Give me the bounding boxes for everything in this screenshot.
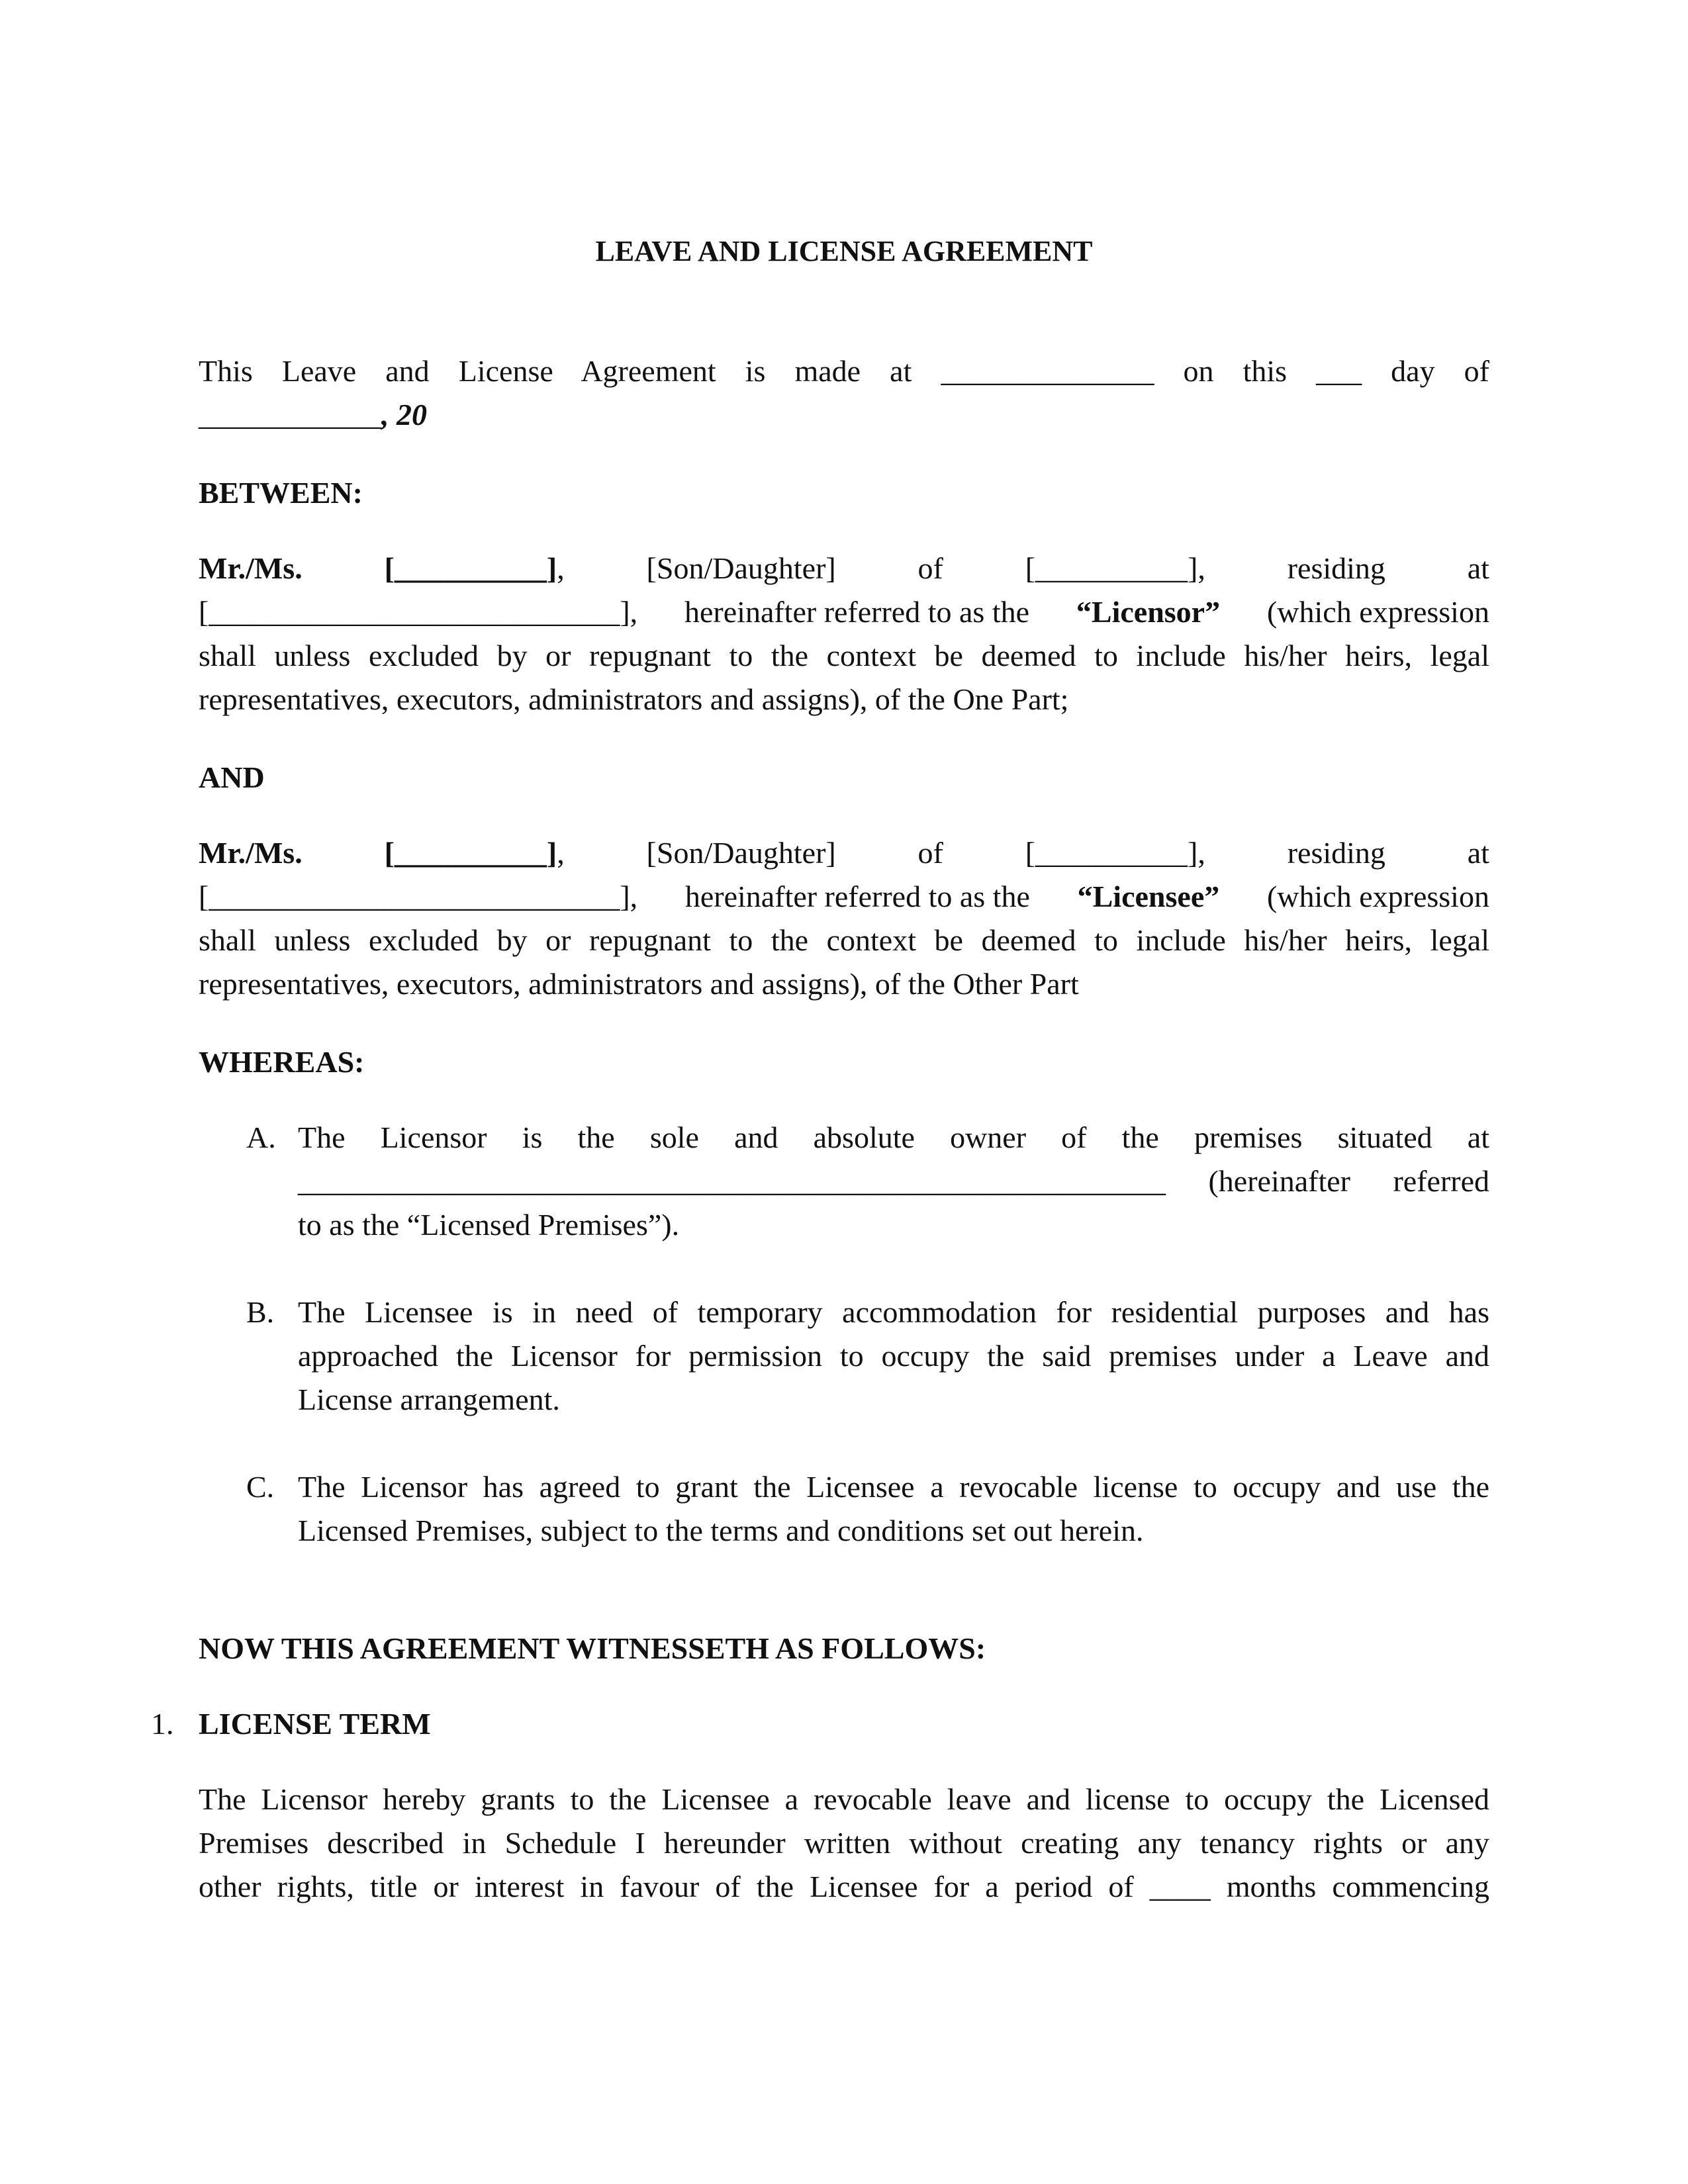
licensor-parent: [__________],: [1025, 551, 1205, 585]
licensee-relation: [Son/Daughter]: [646, 836, 836, 870]
licensee-prefix: Mr./Ms.: [199, 836, 303, 870]
recital-body: [298, 1465, 1489, 1553]
recital-label: C.: [246, 1470, 275, 1504]
section-number: 1.: [151, 1707, 174, 1741]
intro-paragraph: [199, 349, 1489, 437]
document-page: [151, 0, 1489, 2184]
recital-line: Licensed Premises, subject to the terms and conditions set out herein.: [298, 1514, 1144, 1547]
licensee-parent: [__________],: [1025, 836, 1205, 870]
document-title: LEAVE AND LICENSE AGREEMENT: [595, 235, 1093, 267]
licensor-residing: residing: [1287, 551, 1385, 585]
recital-body: [298, 1291, 1489, 1422]
licensee-paragraph: [199, 831, 1489, 1006]
intro-line: This Leave and License Agreement is made at ______________ on this ___ day of: [199, 354, 1489, 388]
licensor-line-2: [199, 590, 1489, 634]
recital-line: approached the Licensor for permission to occupy the said premises under a Leave and: [298, 1339, 1489, 1373]
recital-a: [199, 1116, 1489, 1247]
section-1-heading: [151, 1702, 431, 1746]
licensee-name: [__________],: [384, 836, 565, 870]
recital-label: B.: [246, 1295, 275, 1329]
licensee-expression: (which expression: [1266, 880, 1489, 913]
licensee-referred: hereinafter referred to as the: [684, 880, 1030, 913]
licensee-role: “Licensee”: [1077, 880, 1220, 913]
licensor-name: [__________],: [384, 551, 565, 585]
licensor-line-3: shall unless excluded by or repugnant to the context be deemed to include his/her heirs, legal: [199, 639, 1489, 672]
section-1-paragraph: [199, 1778, 1489, 1909]
licensor-role: “Licensor”: [1076, 595, 1221, 629]
licensor-address: [___________________________],: [199, 595, 638, 629]
section-1-line: Premises described in Schedule I hereunder written without creating any tenancy rights or any: [199, 1826, 1489, 1860]
licensee-address: [___________________________],: [199, 880, 638, 913]
recital-line: The Licensee is in need of temporary accommodation for residential purposes and has: [298, 1295, 1489, 1329]
and-heading: AND: [199, 760, 265, 794]
licensee-line-3: shall unless excluded by or repugnant to the context be deemed to include his/her heirs, legal: [199, 923, 1489, 957]
recital-line: The Licensor is the sole and absolute owner of the premises situated at: [298, 1120, 1489, 1154]
licensor-line-4: representatives, executors, administrators and assigns), of the One Part;: [199, 682, 1069, 716]
section-title: LICENSE TERM: [199, 1707, 431, 1741]
witnesseth-heading: NOW THIS AGREEMENT WITNESSETH AS FOLLOWS:: [199, 1631, 986, 1665]
licensor-referred: hereinafter referred to as the: [684, 595, 1030, 629]
section-1-line: other rights, title or interest in favour of the Licensee for a period of ____ months commencing: [199, 1870, 1489, 1903]
licensor-of: of: [917, 551, 943, 585]
recital-line: License arrangement.: [298, 1383, 560, 1416]
between-heading: BETWEEN:: [199, 476, 363, 510]
intro-date-blank: ____________: [199, 398, 381, 432]
licensee-line-1: [199, 831, 1489, 875]
recital-b: [199, 1291, 1489, 1422]
recital-label: A.: [246, 1120, 276, 1154]
licensee-residing: residing: [1287, 836, 1385, 870]
licensee-line-2: [199, 875, 1489, 919]
licensor-paragraph: [199, 547, 1489, 721]
recital-line: The Licensor has agreed to grant the Licensee a revocable license to occupy and use the: [298, 1470, 1489, 1504]
licensee-line-4: representatives, executors, administrators and assigns), of the Other Part: [199, 967, 1079, 1001]
section-1-line: The Licensor hereby grants to the Licensee a revocable leave and license to occupy the Licensed: [199, 1782, 1489, 1816]
licensee-of: of: [917, 836, 943, 870]
recital-c: [199, 1465, 1489, 1553]
recital-line: to as the “Licensed Premises”).: [298, 1208, 680, 1242]
licensor-prefix: Mr./Ms.: [199, 551, 303, 585]
intro-date-line: [199, 393, 1489, 437]
licensor-line-1: [199, 547, 1489, 590]
licensor-expression: (which expression: [1266, 595, 1489, 629]
licensee-at: at: [1467, 836, 1489, 870]
recital-line: _________________________________________________________ (hereinafter referred: [298, 1164, 1489, 1198]
licensor-relation: [Son/Daughter]: [646, 551, 836, 585]
recital-body: [298, 1116, 1489, 1247]
intro-year: , 20: [381, 398, 427, 432]
whereas-heading: WHEREAS:: [199, 1045, 365, 1079]
licensor-at: at: [1467, 551, 1489, 585]
